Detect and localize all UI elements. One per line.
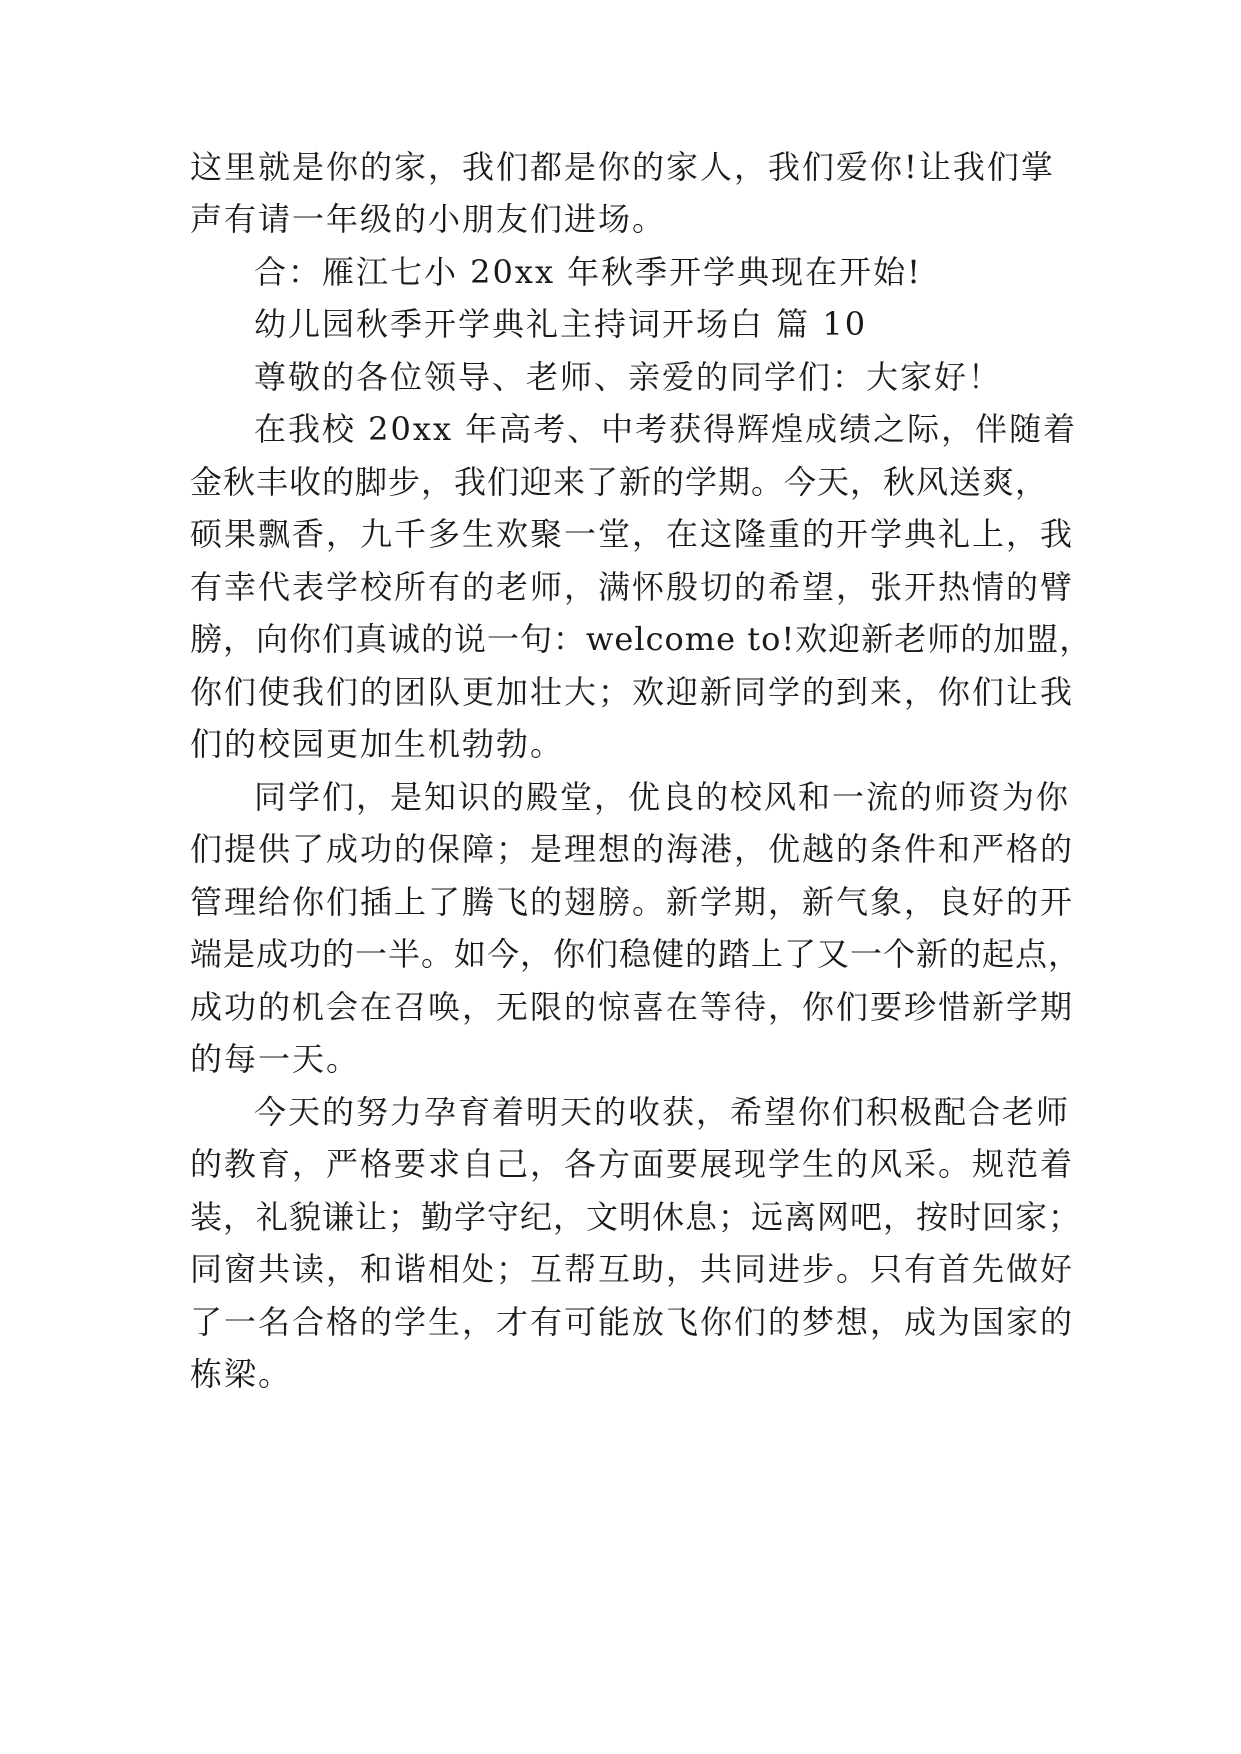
text-line: 栋梁。 xyxy=(190,1355,293,1393)
text-line: 成功的机会在召唤，无限的惊喜在等待，你们要珍惜新学期 xyxy=(190,988,1075,1026)
text-line: 们的校园更加生机勃勃。 xyxy=(190,725,565,763)
text-line: 金秋丰收的脚步，我们迎来了新的学期。今天，秋风送爽， xyxy=(190,463,1049,501)
text-line: 管理给你们插上了腾飞的翅膀。新学期，新气象，良好的开 xyxy=(190,883,1075,921)
text-line: 了一名合格的学生，才有可能放飞你们的梦想，成为国家的 xyxy=(190,1303,1075,1341)
text-line: 的每一天。 xyxy=(190,1040,361,1078)
text-line: 端是成功的一半。如今，你们稳健的踏上了又一个新的起点， xyxy=(190,935,1082,973)
text-line: 今天的努力孕育着明天的收获，希望你们积极配合老师 xyxy=(254,1093,1071,1131)
text-line: 同窗共读，和谐相处；互帮互助，共同进步。只有首先做好 xyxy=(190,1250,1075,1288)
text-line: 膀，向你们真诚的说一句：welcome to!欢迎新老师的加盟， xyxy=(190,620,1093,658)
text-line: 的教育，严格要求自己，各方面要展现学生的风采。规范着 xyxy=(190,1145,1075,1183)
text-line: 这里就是你的家，我们都是你的家人，我们爱你!让我们掌 xyxy=(190,148,1055,186)
text-line: 硕果飘香，九千多生欢聚一堂，在这隆重的开学典礼上，我 xyxy=(190,515,1075,553)
text-line: 合：雁江七小 20xx 年秋季开学典现在开始! xyxy=(254,253,923,291)
text-line: 们提供了成功的保障；是理想的海港，优越的条件和严格的 xyxy=(190,830,1075,868)
greeting-line: 尊敬的各位领导、老师、亲爱的同学们：大家好！ xyxy=(254,358,1003,396)
text-line: 装，礼貌谦让；勤学守纪，文明休息；远离网吧，按时回家； xyxy=(190,1198,1082,1236)
text-line: 在我校 20xx 年高考、中考获得辉煌成绩之际，伴随着 xyxy=(254,410,1078,448)
text-line: 同学们，是知识的殿堂，优良的校风和一流的师资为你 xyxy=(254,778,1071,816)
text-line: 你们使我们的团队更加壮大；欢迎新同学的到来，你们让我 xyxy=(190,673,1075,711)
text-line: 有幸代表学校所有的老师，满怀殷切的希望，张开热情的臂 xyxy=(190,568,1075,606)
section-heading: 幼儿园秋季开学典礼主持词开场白 篇 10 xyxy=(254,305,868,343)
text-line: 声有请一年级的小朋友们进场。 xyxy=(190,200,667,238)
